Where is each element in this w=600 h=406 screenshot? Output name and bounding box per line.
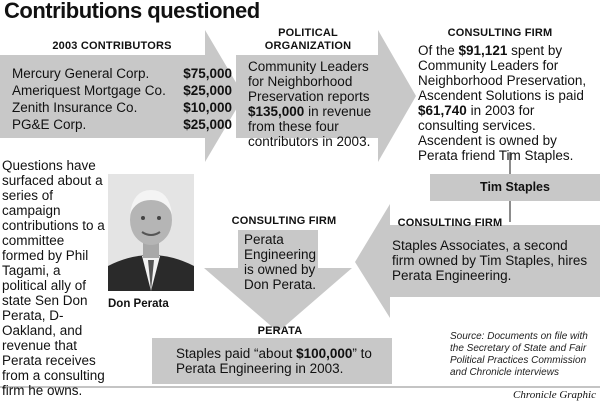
political-org-text-1: Community Leaders for Neighborhood Preservation reports: [248, 59, 370, 104]
contributor-row: [12, 117, 232, 132]
contributors-heading: 2003 CONTRIBUTORS: [52, 40, 172, 52]
contributor-name: Ameriquest Mortgage Co.: [12, 83, 166, 98]
consulting-firm-1-amount-2: $61,740: [418, 103, 467, 118]
perata-text-1: Staples paid “about: [176, 346, 297, 361]
consulting-firm-2-heading: CONSULTING FIRM: [397, 217, 503, 229]
political-org-heading-line2: ORGANIZATION: [264, 40, 352, 52]
contributor-amount: $10,000: [183, 100, 232, 115]
political-org-amount: $135,000: [248, 104, 305, 119]
tim-staples-label: Tim Staples: [480, 180, 550, 194]
graphic-credit: Chronicle Graphic: [513, 389, 596, 401]
perata-text: [176, 346, 386, 376]
political-org-heading-line1: POLITICAL: [278, 27, 338, 39]
contributor-name: Zenith Insurance Co.: [12, 100, 138, 115]
portrait-illustration: [108, 174, 194, 291]
consulting-firm-1-heading: CONSULTING FIRM: [447, 27, 553, 39]
perata-text-2: ” to Perata Engineering in 2003.: [176, 346, 372, 376]
political-org-text-2: in revenue from these four contributors in 2003.: [248, 104, 372, 149]
political-org-heading: [244, 27, 372, 53]
contributor-row: [12, 83, 232, 98]
consulting-firm-1-text: [418, 43, 598, 163]
side-story-text: Questions have surfaced about a series of campaign contributions to a committee formed by Phil Tagami, a political ally of state Sen Don Perata, D-Oakland, and revenue that Perata receives from a consulting firm he owns.: [2, 158, 105, 398]
consulting-firm-3-text: Perata Engineering is owned by Don Perata.: [244, 232, 317, 292]
political-org-text: [248, 59, 378, 149]
consulting-firm-1-text-3: in 2003 for consulting services. Ascendent is owned by Perata friend Tim Staples.: [418, 103, 574, 163]
photo-caption: Don Perata: [108, 298, 169, 310]
consulting-firm-2-text: Staples Associates, a second firm owned by Tim Staples, hires Perata Engineering.: [392, 238, 588, 283]
contributor-name: PG&E Corp.: [12, 117, 87, 132]
consulting-firm-1-text-1: Of the: [418, 43, 459, 58]
contributor-name: Mercury General Corp.: [12, 66, 150, 81]
perata-heading: PERATA: [257, 325, 303, 337]
contributor-amount: $25,000: [183, 83, 232, 98]
consulting-firm-1-amount-1: $91,121: [458, 43, 508, 58]
contributor-amount: $25,000: [183, 117, 232, 132]
consulting-firm-1-text-2: spent by Community Leaders for Neighborhood Preservation, Ascendent Solutions is paid: [418, 43, 587, 103]
don-perata-photo: [108, 174, 194, 291]
contributor-row: [12, 66, 232, 81]
contributor-row: [12, 100, 232, 115]
consulting-firm-3-heading: CONSULTING FIRM: [231, 215, 337, 227]
graphic-title: Contributions questioned: [4, 0, 260, 23]
perata-amount: $100,000: [296, 346, 353, 361]
source-note: Source: Documents on file with the Secretary of State and Fair Political Practices Commission and Chronicle interviews: [450, 331, 588, 378]
contributor-amount: $75,000: [183, 66, 232, 81]
